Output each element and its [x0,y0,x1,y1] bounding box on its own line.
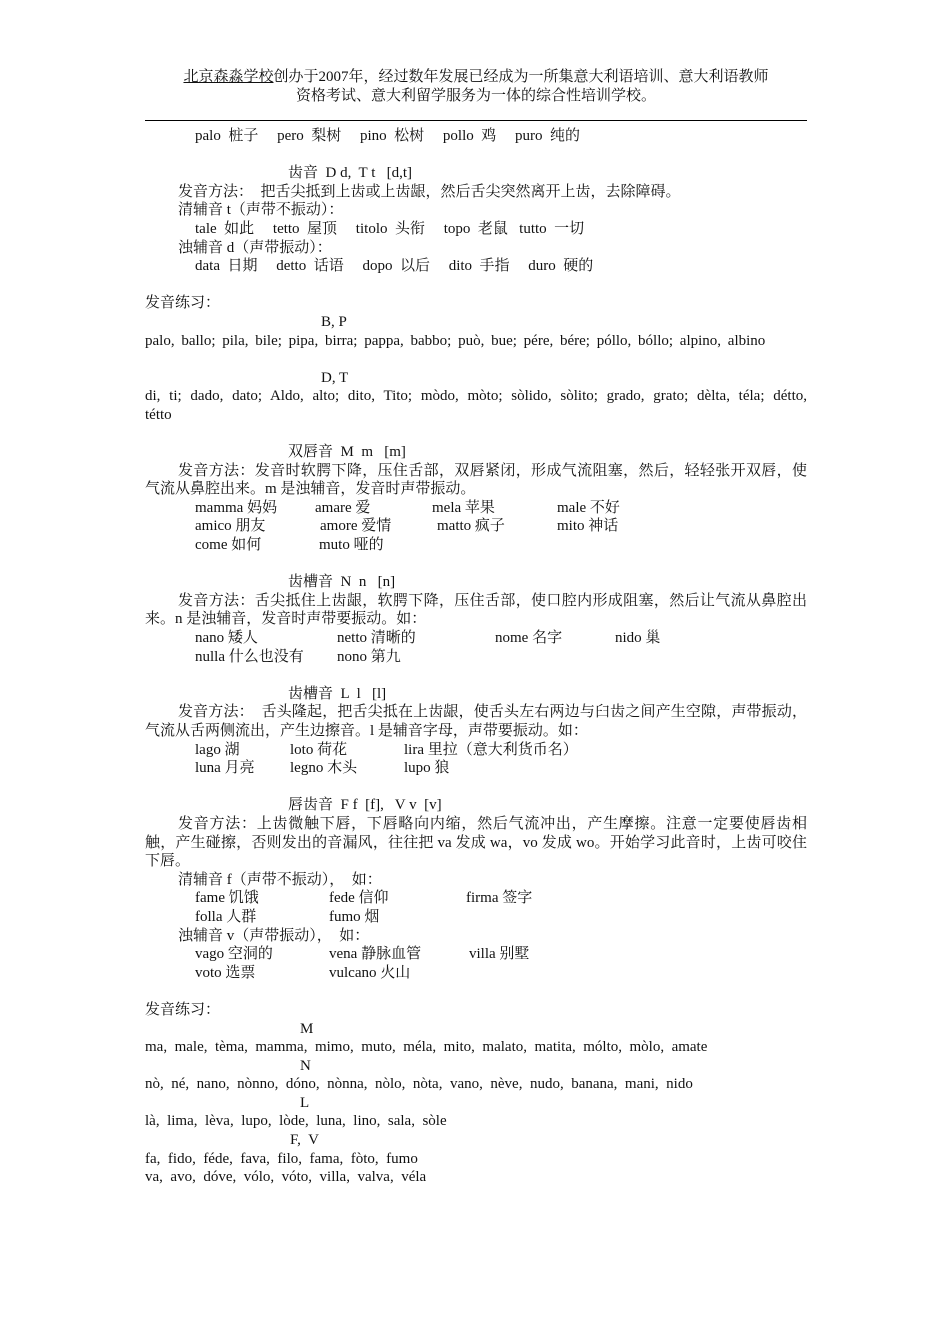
header-intro-text: 创办于2007年，经过数年发展已经成为一所集意大利语培训、意大利语教师 [273,69,769,85]
header-line-2: 资格考试、意大利留学服务为一体的综合性培训学校。 [295,88,656,104]
l-example-row [145,759,807,778]
l-example: legno 木头 [290,760,358,777]
practice-m-label: M [300,1020,314,1037]
l-example: luna 月亮 [195,760,255,777]
dt-voiced-examples: data 日期 detto 话语 dopo 以后 dito 手指 duro 硬的 [195,258,594,275]
m-example: mito 神话 [557,518,619,535]
practice-bp-label: B, P [321,313,347,330]
n-example: nome 名字 [495,630,563,647]
n-example: netto 清晰的 [337,630,416,647]
v-example-row [145,945,807,964]
m-example: amare 爱 [315,499,371,516]
m-example: mela 苹果 [432,499,495,516]
l-example: lago 湖 [195,741,240,758]
practice-heading-1: 发音练习： [145,295,221,312]
n-example: nono 第九 [337,648,401,665]
v-example: vulcano 火山 [329,964,411,981]
dt-voiceless-label: 清辅音 t（声带不振动）： [178,202,344,219]
practice-heading-2: 发音练习： [145,1001,221,1018]
dt-method: 发音方法： 把舌尖抵到上齿或上齿龈，然后舌尖突然离开上齿，去除障碍。 [178,183,681,200]
practice-bp-words: palo, ballo; pila, bile; pipa, birra; pappa, babbo; può, bue; pére, bére; póllo, bóllo; alpino, albino [145,332,766,349]
fv-method: 发音方法：上齿微触下唇，下唇略向内缩，然后气流冲出，产生摩擦。注意一定要使唇齿相触，产生碰擦，否则发出的音漏风，往往把 va 发成 wa，vo 发成 wo。开始学习此音时，上齿可咬住下唇。 [145,815,807,870]
f-example: fede 信仰 [329,890,389,907]
fv-f-label: 清辅音 f（声带不振动）， 如： [178,871,382,888]
f-example: fumo 烟 [329,908,380,925]
f-example-row [145,889,807,908]
v-example-row [145,964,807,983]
fv-section-title: 唇齿音 F f [f], V v [v] [288,797,442,814]
dt-section-title: 齿音 D d, T t [d,t] [288,165,413,182]
practice-dt-label: D, T [321,369,349,386]
header-divider [145,120,807,121]
n-example: nano 矮人 [195,630,258,647]
m-method: 发音方法：发音时软腭下降，压住舌部，双唇紧闭，形成气流阻塞，然后，轻轻张开双唇，使气流从鼻腔出来。m 是浊辅音，发音时声带振动。 [145,462,807,498]
n-section-title: 齿槽音 N n [n] [288,574,396,591]
v-example: vena 静脉血管 [329,946,422,963]
v-example: vago 空洞的 [195,946,273,963]
m-example: come 如何 [195,537,262,554]
l-example: lira 里拉（意大利货币名） [404,741,578,758]
m-example-row [145,499,807,518]
m-example: amore 爱情 [320,518,392,535]
practice-l-label: L [300,1094,310,1111]
l-example: lupo 狼 [404,760,450,777]
m-section-title: 双唇音 M m [m] [288,444,406,461]
f-example-row [145,908,807,927]
l-example-row [145,741,807,760]
fv-v-label: 浊辅音 v（声带振动）， 如： [178,927,370,944]
m-example: mamma 妈妈 [195,499,278,516]
practice-fv-label: F, V [290,1132,319,1149]
practice-n-label: N [300,1057,311,1074]
practice-dt-words: di, ti; dado, dato; Aldo, alto; dito, Tito; mòdo, mòto; sòlido, sòlito; grado, grato; dèlta, téla; détto, tétto [145,388,807,423]
m-example-row [145,536,807,555]
practice-v-words: va, avo, dóve, vólo, vóto, villa, valva, véla [145,1169,427,1186]
m-example: male 不好 [557,499,620,516]
m-example: amico 朋友 [195,518,266,535]
l-method: 发音方法： 舌头隆起，把舌尖抵在上齿龈，使舌头左右两边与臼齿之间产生空隙，声带振动， 气流从舌两侧流出，产生边擦音。l 是辅音字母，声带要振动。如： [145,704,815,739]
l-example: loto 荷花 [290,741,348,758]
practice-l-words: là, lima, lèva, lupo, lòde, luna, lino, sala, sòle [145,1113,447,1130]
n-example: nido 巢 [615,630,661,647]
n-method: 发音方法：舌尖抵住上齿龈，软腭下降，压住舌部，使口腔内形成阻塞，然后让气流从鼻腔出来。n 是浊辅音，发音时声带要振动。如： [145,592,807,628]
n-example-row [145,629,807,648]
f-example: firma 签字 [466,890,533,907]
page-header [145,68,807,106]
v-example: voto 选票 [195,964,256,981]
m-example-row [145,517,807,536]
l-section-title: 齿槽音 L l [l] [288,685,387,702]
practice-m-words: ma, male, tèma, mamma, mimo, muto, méla, mito, malato, matita, mólto, mòlo, amate [145,1039,708,1056]
m-example: muto 哑的 [319,537,384,554]
p-examples: palo 桩子 pero 梨树 pino 松树 pollo 鸡 puro 纯的 [195,128,580,144]
school-name-link[interactable]: 北京森淼学校 [183,69,274,85]
lesson-content [145,127,815,1187]
f-example: fame 饥饿 [195,890,259,907]
dt-voiceless-examples: tale 如此 tetto 屋顶 titolo 头衔 topo 老鼠 tutto 一切 [195,220,585,237]
n-example-row [145,648,807,667]
v-example: villa 别墅 [469,946,530,963]
header-line-1 [145,68,807,87]
practice-n-words: nò, né, nano, nònno, dóno, nònna, nòlo, nòta, vano, nève, nudo, banana, mani, nido [145,1076,693,1093]
n-example: nulla 什么也没有 [195,648,304,665]
f-example: folla 人群 [195,908,257,925]
dt-voiced-label: 浊辅音 d（声带振动）： [178,239,332,256]
practice-f-words: fa, fido, féde, fava, filo, fama, fòto, fumo [145,1150,418,1167]
m-example: matto 疯子 [437,518,505,535]
